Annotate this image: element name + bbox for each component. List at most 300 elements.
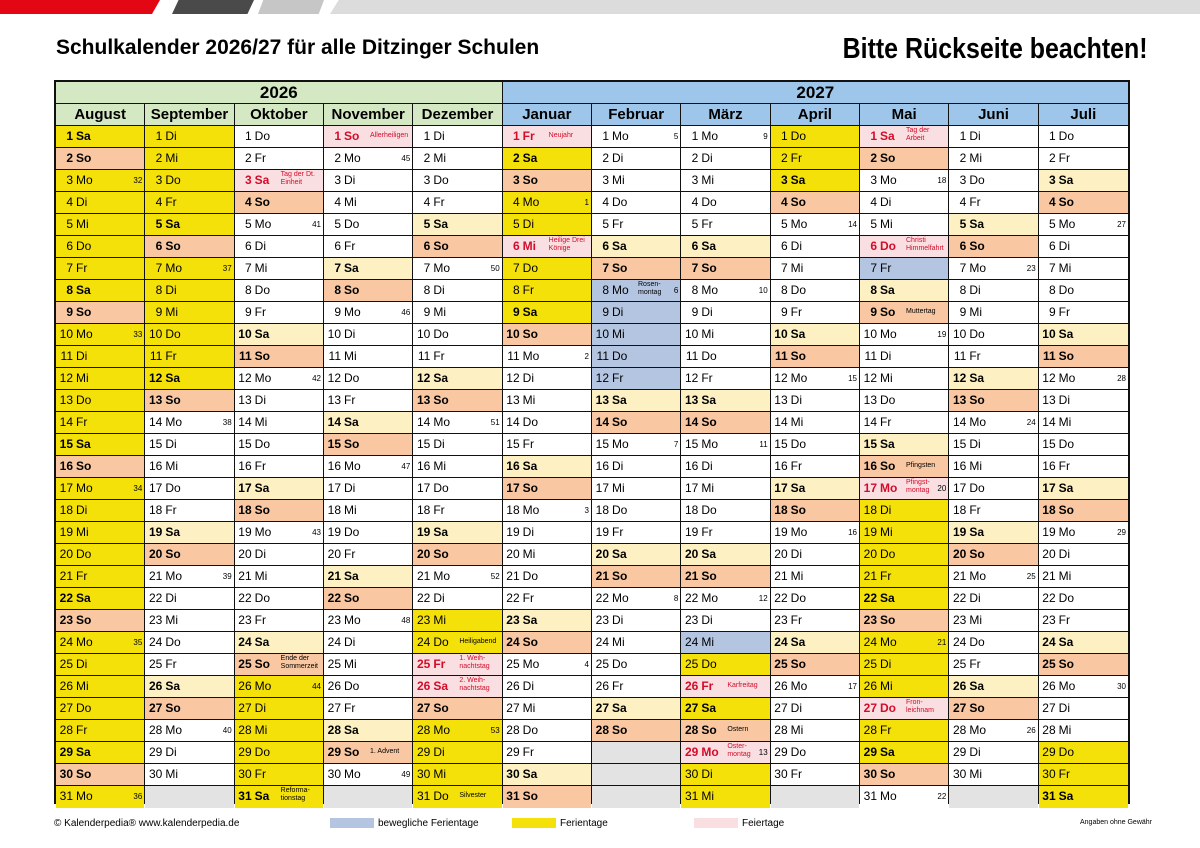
day-number: 28 bbox=[952, 723, 967, 737]
holiday-note bbox=[549, 237, 585, 253]
weekday: Fr bbox=[969, 349, 981, 363]
weekday: Mo bbox=[880, 173, 897, 187]
day-cell bbox=[592, 280, 680, 302]
day-number: 9 bbox=[334, 305, 341, 319]
weekday: Fr bbox=[433, 195, 445, 209]
day-number: 19 bbox=[238, 525, 252, 539]
day-number: 23 bbox=[416, 613, 431, 627]
day-number: 11 bbox=[238, 349, 252, 363]
day-number: 2 bbox=[423, 151, 431, 165]
month-header: November bbox=[324, 104, 412, 126]
weekday: Fr bbox=[433, 503, 445, 517]
weekday: Do bbox=[1058, 591, 1074, 605]
weekday: Do bbox=[344, 217, 360, 231]
day-cell bbox=[56, 346, 144, 368]
day-cell bbox=[503, 412, 591, 434]
weekday: So bbox=[522, 635, 538, 649]
day-number: 23 bbox=[506, 613, 520, 627]
holiday-note-line: Muttertag bbox=[906, 308, 936, 315]
day-number: 27 bbox=[774, 701, 788, 715]
day-number: 10 bbox=[327, 327, 341, 341]
day-number: 8 bbox=[423, 283, 431, 297]
day-number: 7 bbox=[959, 261, 967, 275]
day-cell bbox=[771, 654, 859, 676]
day-number: 15 bbox=[863, 437, 877, 451]
week-number: 52 bbox=[490, 572, 500, 581]
weekday: Sa bbox=[969, 679, 985, 693]
day-cell bbox=[56, 258, 144, 280]
day-number: 12 bbox=[148, 371, 163, 385]
weekday: So bbox=[522, 327, 538, 341]
holiday-note bbox=[906, 308, 936, 316]
day-number: 19 bbox=[1042, 525, 1056, 539]
weekday: Di bbox=[790, 701, 802, 715]
day-cell bbox=[413, 126, 501, 148]
weekday: Mo bbox=[165, 569, 182, 583]
holiday-note bbox=[370, 132, 408, 140]
weekday: Mi bbox=[254, 415, 268, 429]
week-number: 26 bbox=[1026, 726, 1036, 735]
weekday: Fr bbox=[344, 239, 356, 253]
day-cell bbox=[1039, 390, 1128, 412]
day-number: 5 bbox=[1048, 217, 1056, 231]
day-number: 4 bbox=[66, 195, 73, 209]
weekday: Sa bbox=[522, 613, 538, 627]
day-number: 10 bbox=[952, 327, 967, 341]
day-cell bbox=[145, 676, 233, 698]
day-number: 4 bbox=[691, 195, 699, 209]
day-cell bbox=[681, 478, 769, 500]
day-cell bbox=[503, 324, 591, 346]
day-cell bbox=[592, 676, 680, 698]
weekday: So bbox=[612, 723, 628, 737]
weekday: Sa bbox=[254, 173, 270, 187]
day-number: 30 bbox=[774, 767, 788, 781]
day-cell bbox=[413, 236, 501, 258]
day-cell bbox=[860, 654, 948, 676]
day-cell bbox=[771, 632, 859, 654]
day-cell bbox=[145, 764, 233, 786]
day-number: 24 bbox=[506, 635, 520, 649]
page-title: Schulkalender 2026/27 für alle Ditzinger Schulen bbox=[56, 36, 540, 59]
day-number: 19 bbox=[863, 525, 877, 539]
month-column bbox=[592, 104, 681, 802]
day-number: 3 bbox=[66, 173, 73, 187]
weekday: Di bbox=[880, 195, 892, 209]
day-number: 17 bbox=[684, 481, 699, 495]
month-header: Dezember bbox=[413, 104, 501, 126]
weekday: Fr bbox=[790, 459, 802, 473]
holiday-note bbox=[906, 237, 944, 253]
day-number: 27 bbox=[506, 701, 520, 715]
day-cell bbox=[503, 500, 591, 522]
weekday: Mi bbox=[254, 723, 268, 737]
day-cell bbox=[503, 676, 591, 698]
day-cell bbox=[681, 324, 769, 346]
day-number: 2 bbox=[1048, 151, 1056, 165]
day-cell bbox=[592, 126, 680, 148]
weekday: Sa bbox=[612, 701, 627, 715]
weekday: So bbox=[612, 415, 628, 429]
day-number: 20 bbox=[416, 547, 431, 561]
day-number: 20 bbox=[863, 547, 877, 561]
day-number: 5 bbox=[870, 217, 877, 231]
day-number: 20 bbox=[59, 547, 73, 561]
weekday: Mi bbox=[880, 679, 893, 693]
day-cell bbox=[56, 720, 144, 742]
weekday: Fr bbox=[254, 151, 266, 165]
day-cell bbox=[1039, 632, 1128, 654]
weekday: Di bbox=[522, 525, 534, 539]
day-cell bbox=[949, 500, 1037, 522]
day-cell bbox=[235, 192, 323, 214]
week-number: 46 bbox=[401, 308, 411, 317]
weekday: Sa bbox=[969, 217, 985, 231]
day-number: 22 bbox=[863, 591, 877, 605]
day-number: 4 bbox=[959, 195, 967, 209]
weekday: Di bbox=[701, 613, 713, 627]
day-number: 18 bbox=[684, 503, 699, 517]
weekday: Mo bbox=[701, 745, 719, 759]
weekday: Sa bbox=[433, 525, 449, 539]
day-cell bbox=[771, 522, 859, 544]
weekday: Sa bbox=[344, 261, 359, 275]
day-cell bbox=[145, 412, 233, 434]
day-number: 19 bbox=[148, 525, 163, 539]
day-cell bbox=[1039, 610, 1128, 632]
week-number: 5 bbox=[673, 132, 679, 141]
week-number: 12 bbox=[758, 594, 768, 603]
day-cell bbox=[949, 456, 1037, 478]
day-number: 17 bbox=[148, 481, 163, 495]
week-number: 13 bbox=[758, 748, 768, 757]
day-number: 31 bbox=[59, 789, 73, 803]
weekday: Fr bbox=[254, 459, 266, 473]
day-number: 22 bbox=[238, 591, 252, 605]
day-cell bbox=[771, 676, 859, 698]
day-cell bbox=[949, 148, 1037, 170]
day-cell bbox=[592, 456, 680, 478]
weekday: Mi bbox=[165, 459, 178, 473]
day-number: 29 bbox=[684, 745, 699, 759]
weekday: Sa bbox=[612, 547, 627, 561]
month-header: Juni bbox=[949, 104, 1037, 126]
day-cell bbox=[592, 412, 680, 434]
weekday: Mi bbox=[1058, 723, 1072, 737]
day-cell bbox=[145, 170, 233, 192]
weekday: So bbox=[344, 745, 360, 759]
weekday: Di bbox=[433, 129, 445, 143]
day-number: 21 bbox=[416, 569, 431, 583]
weekday: So bbox=[76, 459, 92, 473]
holiday-note-line: Pfingst- bbox=[906, 479, 930, 486]
day-number: 24 bbox=[595, 635, 609, 649]
day-number: 21 bbox=[327, 569, 341, 583]
weekday: Mi bbox=[433, 613, 446, 627]
holiday-note-line: Heiligabend bbox=[459, 638, 497, 645]
day-cell bbox=[324, 566, 412, 588]
day-number: 24 bbox=[416, 635, 431, 649]
month-column bbox=[235, 104, 324, 802]
weekday: So bbox=[880, 459, 896, 473]
day-number: 20 bbox=[595, 547, 609, 561]
day-number: 13 bbox=[148, 393, 163, 407]
day-number: 27 bbox=[238, 701, 252, 715]
weekday: Fr bbox=[1058, 459, 1070, 473]
day-number: 19 bbox=[327, 525, 341, 539]
day-cell bbox=[413, 786, 501, 808]
day-cell bbox=[413, 764, 501, 786]
day-number: 27 bbox=[863, 701, 877, 715]
week-number: 38 bbox=[222, 418, 232, 427]
month-column bbox=[949, 104, 1038, 802]
weekday: Di bbox=[344, 481, 356, 495]
day-cell bbox=[949, 698, 1037, 720]
day-number: 5 bbox=[512, 217, 520, 231]
weekday: Mi bbox=[969, 305, 982, 319]
day-cell bbox=[1039, 742, 1128, 764]
weekday: Mo bbox=[612, 437, 629, 451]
weekday: Do bbox=[76, 701, 92, 715]
weekday: Fr bbox=[612, 371, 624, 385]
day-cell bbox=[771, 324, 859, 346]
weekday: Di bbox=[522, 217, 534, 231]
weekday: Sa bbox=[76, 591, 91, 605]
week-number: 45 bbox=[401, 154, 411, 163]
weekday: Fr bbox=[344, 393, 356, 407]
day-cell bbox=[771, 236, 859, 258]
weekday: Fr bbox=[612, 525, 624, 539]
week-number: 48 bbox=[401, 616, 411, 625]
weekday: So bbox=[790, 349, 806, 363]
day-cell bbox=[324, 368, 412, 390]
weekday: Do bbox=[522, 569, 538, 583]
weekday: Mo bbox=[701, 129, 718, 143]
day-cell bbox=[771, 148, 859, 170]
day-number: 28 bbox=[416, 723, 431, 737]
holiday-note bbox=[459, 677, 489, 693]
weekday: So bbox=[880, 151, 896, 165]
day-cell bbox=[413, 346, 501, 368]
weekday: So bbox=[76, 151, 92, 165]
day-cell bbox=[503, 126, 591, 148]
day-cell bbox=[56, 610, 144, 632]
weekday: Mo bbox=[344, 305, 361, 319]
week-number: 6 bbox=[673, 286, 679, 295]
weekday: Mi bbox=[522, 239, 536, 253]
day-number: 9 bbox=[691, 305, 699, 319]
day-cell bbox=[56, 522, 144, 544]
day-number: 18 bbox=[506, 503, 520, 517]
weekday: So bbox=[969, 393, 985, 407]
holiday-note-line: Christi bbox=[906, 237, 926, 244]
day-cell bbox=[771, 764, 859, 786]
weekday: Fr bbox=[701, 679, 714, 693]
weekday: Mo bbox=[433, 415, 450, 429]
weekday: Sa bbox=[790, 327, 806, 341]
day-cell bbox=[592, 148, 680, 170]
weekday: Do bbox=[522, 415, 538, 429]
day-number: 23 bbox=[863, 613, 877, 627]
day-number: 3 bbox=[1048, 173, 1056, 187]
month-column bbox=[503, 104, 592, 802]
day-number: 3 bbox=[334, 173, 341, 187]
day-number: 20 bbox=[952, 547, 967, 561]
day-cell bbox=[413, 610, 501, 632]
weekday: So bbox=[165, 393, 181, 407]
day-cell bbox=[235, 324, 323, 346]
weekday: Di bbox=[790, 547, 802, 561]
day-number: 22 bbox=[59, 591, 73, 605]
day-number: 3 bbox=[244, 173, 252, 187]
week-number: 41 bbox=[312, 220, 321, 229]
weekday: So bbox=[1058, 503, 1074, 517]
day-number: 18 bbox=[327, 503, 341, 517]
day-cell bbox=[503, 698, 591, 720]
weekday: Do bbox=[969, 481, 985, 495]
day-cell bbox=[592, 698, 680, 720]
weekday: Do bbox=[880, 239, 896, 253]
day-cell bbox=[56, 654, 144, 676]
day-number: 29 bbox=[1042, 745, 1056, 759]
day-number: 22 bbox=[506, 591, 520, 605]
weekday: Fr bbox=[880, 261, 892, 275]
day-cell bbox=[771, 214, 859, 236]
week-number: 40 bbox=[222, 726, 232, 735]
copyright: © Kalenderpedia® www.kalenderpedia.de bbox=[54, 818, 240, 829]
day-cell bbox=[771, 588, 859, 610]
weekday: Do bbox=[165, 481, 181, 495]
weekday: Do bbox=[612, 503, 628, 517]
day-number: 9 bbox=[780, 305, 788, 319]
weekday: Fr bbox=[1058, 305, 1070, 319]
day-number: 6 bbox=[780, 239, 788, 253]
weekday: Di bbox=[254, 701, 266, 715]
day-number: 25 bbox=[952, 657, 967, 671]
day-cell bbox=[860, 170, 948, 192]
weekday: Sa bbox=[522, 459, 538, 473]
day-number: 21 bbox=[148, 569, 163, 583]
day-number: 10 bbox=[1042, 327, 1056, 341]
weekday: Mi bbox=[790, 723, 804, 737]
week-number: 15 bbox=[848, 374, 857, 383]
weekday: Fr bbox=[522, 283, 534, 297]
day-number: 17 bbox=[506, 481, 520, 495]
holiday-note-line: Tag der Dt. bbox=[280, 171, 315, 178]
day-number: 27 bbox=[684, 701, 699, 715]
day-number: 14 bbox=[1042, 415, 1056, 429]
day-cell bbox=[949, 214, 1037, 236]
day-number: 16 bbox=[327, 459, 341, 473]
day-cell bbox=[324, 764, 412, 786]
weekday: So bbox=[433, 701, 449, 715]
day-number: 11 bbox=[774, 349, 788, 363]
weekday: Do bbox=[880, 393, 896, 407]
week-number: 17 bbox=[848, 682, 857, 691]
day-number: 15 bbox=[506, 437, 520, 451]
weekday: Di bbox=[701, 767, 713, 781]
day-cell bbox=[681, 676, 769, 698]
day-number: 29 bbox=[238, 745, 252, 759]
day-number: 26 bbox=[952, 679, 967, 693]
weekday: Fr bbox=[612, 679, 624, 693]
day-cell bbox=[860, 500, 948, 522]
weekday: Do bbox=[344, 525, 360, 539]
day-cell bbox=[681, 214, 769, 236]
day-cell bbox=[592, 258, 680, 280]
day-number: 15 bbox=[595, 437, 609, 451]
day-number: 23 bbox=[774, 613, 788, 627]
weekday: Di bbox=[969, 745, 981, 759]
day-number: 11 bbox=[1042, 349, 1056, 363]
weekday: Do bbox=[1058, 745, 1074, 759]
day-number: 30 bbox=[863, 767, 877, 781]
weekday: Di bbox=[165, 745, 177, 759]
holiday-note-line: Könige bbox=[548, 245, 571, 252]
day-number: 8 bbox=[870, 283, 877, 297]
day-cell bbox=[235, 214, 323, 236]
weekday: So bbox=[165, 239, 181, 253]
day-number: 1 bbox=[691, 129, 699, 143]
day-cell bbox=[592, 368, 680, 390]
day-number: 24 bbox=[327, 635, 341, 649]
day-cell bbox=[324, 698, 412, 720]
weekday: Di bbox=[254, 547, 266, 561]
day-cell bbox=[1039, 126, 1128, 148]
day-cell bbox=[860, 148, 948, 170]
day-number: 11 bbox=[149, 349, 163, 363]
week-number: 4 bbox=[584, 660, 589, 669]
week-number: 20 bbox=[937, 484, 947, 493]
day-number: 23 bbox=[148, 613, 163, 627]
day-number: 13 bbox=[327, 393, 341, 407]
weekday: Sa bbox=[969, 525, 985, 539]
day-number: 26 bbox=[238, 679, 252, 693]
weekday: Di bbox=[165, 591, 177, 605]
holiday-note-line: 2. Weih- bbox=[459, 677, 486, 684]
day-number: 17 bbox=[238, 481, 252, 495]
weekday: Do bbox=[880, 547, 896, 561]
month-header: März bbox=[681, 104, 769, 126]
day-cell bbox=[413, 500, 501, 522]
day-number: 26 bbox=[416, 679, 431, 693]
weekday: Di bbox=[612, 305, 624, 319]
weekday: So bbox=[880, 767, 896, 781]
weekday: Mi bbox=[76, 217, 89, 231]
weekday: Sa bbox=[790, 635, 806, 649]
weekday: Di bbox=[1058, 701, 1070, 715]
holiday-note-line: Heilige Drei bbox=[548, 237, 585, 244]
day-cell bbox=[1039, 368, 1128, 390]
day-cell bbox=[324, 720, 412, 742]
weekday: Fr bbox=[880, 569, 892, 583]
weekday: Di bbox=[76, 657, 88, 671]
weekday: Do bbox=[1058, 129, 1074, 143]
day-number: 11 bbox=[507, 349, 520, 363]
day-cell bbox=[324, 654, 412, 676]
day-cell bbox=[56, 280, 144, 302]
weekday: Fr bbox=[165, 503, 177, 517]
day-number: 18 bbox=[595, 503, 609, 517]
day-number: 31 bbox=[863, 789, 877, 803]
day-cell bbox=[860, 324, 948, 346]
weekday: Do bbox=[701, 503, 717, 517]
weekday: Sa bbox=[76, 745, 91, 759]
day-number: 1 bbox=[66, 129, 73, 143]
weekday: Fr bbox=[522, 591, 534, 605]
day-number: 1 bbox=[870, 129, 877, 143]
day-cell bbox=[1039, 236, 1128, 258]
